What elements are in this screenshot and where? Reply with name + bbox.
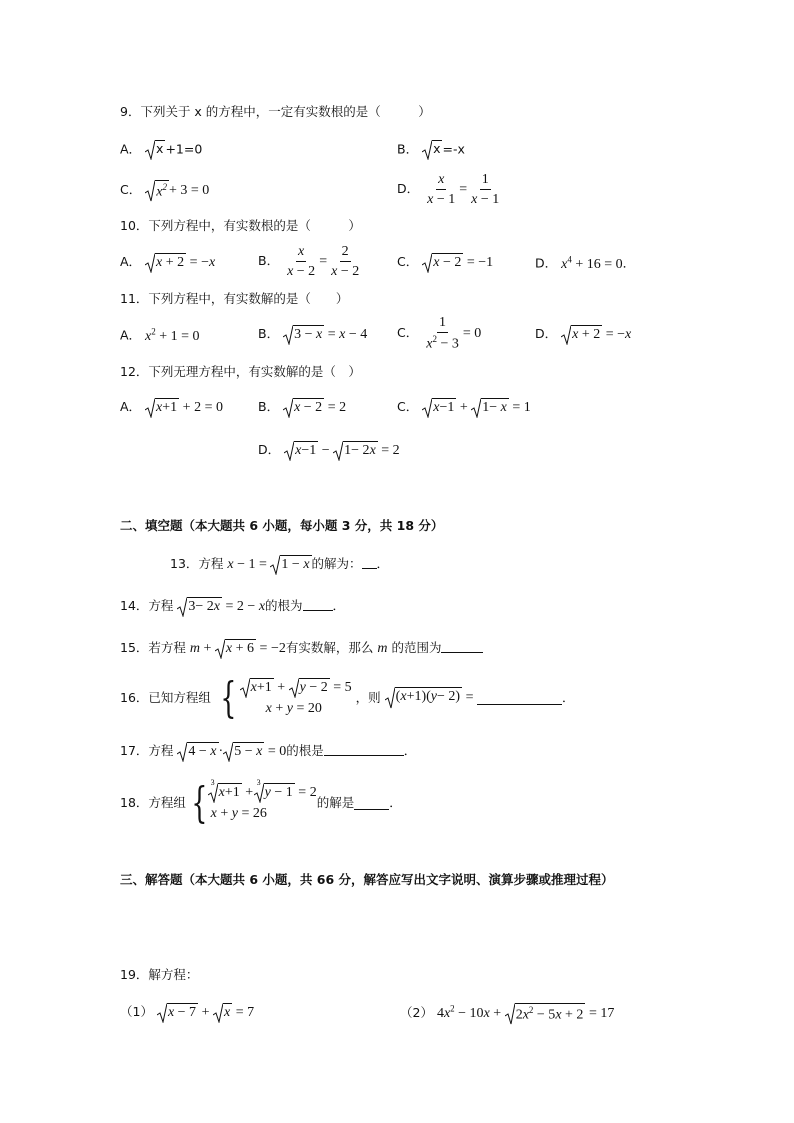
option-label: A．	[120, 254, 142, 270]
q10-stem: 10．下列方程中，有实数根的是（ ）	[120, 218, 361, 233]
q9-c-tail: + 3 = 0	[168, 183, 210, 199]
q11-stem: 11．下列方程中，有实数解的是（ ）	[120, 291, 349, 306]
q9-option-b	[397, 140, 465, 160]
q19-stem: 19．解方程：	[120, 967, 199, 982]
option-label: D．	[397, 181, 420, 197]
q9-stem: 9．下列关于 x 的方程中，一定有实数根的是（ ）	[120, 104, 431, 119]
q12-stem: 12．下列无理方程中，有实数解的是（ ）	[120, 364, 361, 379]
option-label: B．	[258, 326, 280, 342]
option-label: B．	[397, 141, 419, 157]
option-label: A．	[120, 327, 142, 343]
answer-blank	[441, 640, 483, 653]
q9-option-a	[120, 140, 202, 160]
answer-blank	[354, 797, 389, 810]
option-label: C．	[397, 254, 419, 270]
q18: 18．方程组 { 3 x+1 + 3 y − 1 = 2 x + y = 26 的解是 ．	[120, 777, 402, 827]
q12-option-d: D． x−1 − 1− 2x = 2	[258, 441, 400, 461]
option-label: A．	[120, 399, 142, 415]
radical: x	[145, 140, 165, 160]
answer-blank	[362, 556, 377, 569]
option-label: B．	[258, 253, 280, 269]
q12-option-b: B． x − 2 = 2	[258, 398, 346, 418]
option-label: D．	[535, 326, 558, 342]
section3-title: 三、解答题（本大题共 6 小题，共 66 分，解答应写出文字说明、演算步骤或推理过程）	[120, 872, 614, 887]
radical: $x^2$	[145, 180, 169, 202]
q12-option-a: A． x+1 + 2 = 0	[120, 398, 223, 418]
q10-option-d: D． $x^4 + 16 = 0$．	[535, 254, 636, 272]
option-label: C．	[120, 182, 142, 198]
q15: 15．若方程 m + x + 6 = −2有实数解，那么 m 的范围为	[120, 639, 483, 659]
q14: 14．方程 3− 2x = 2 − x的根为 ．	[120, 597, 345, 617]
option-label: D．	[258, 442, 281, 458]
option-label: D．	[535, 255, 558, 271]
q13: 13．方程 x − 1 = 1 − x 的解为： ．	[170, 555, 389, 575]
option-label: B．	[258, 399, 280, 415]
q10-option-b: B． $\frac{x}{x - 2}$ = $\frac{2}{x - 2}$	[258, 244, 360, 280]
q17: 17．方程 4 − x · 5 − x = 0的根是 ．	[120, 742, 416, 762]
q12-option-c: C． x−1 + 1− x = 1	[397, 398, 531, 418]
q19-part1: （1） x − 7 + x = 7	[120, 1003, 254, 1023]
q11-option-d: D． x + 2 = −x	[535, 325, 631, 345]
q11-option-c: C． $\frac{1}{x^2 - 3}$ = 0	[397, 315, 482, 353]
q16: 16．已知方程组 { x+1 + y − 2 = 5 x + y = 20 ，则 (x+1)(y− 2) = ．	[120, 673, 575, 722]
q19-part2: （2） $4x^2 - 10x$ + $2x^2 - 5x + 2$ = 17	[400, 1003, 614, 1025]
q9-option-d: D． $\frac{x}{x - 1}$ = $\frac{1}{x - 1}$	[397, 172, 500, 208]
answer-blank	[477, 692, 562, 705]
q11-option-b: B． 3 − x = x − 4	[258, 325, 367, 345]
section2-title: 二、填空题（本大题共 6 小题，每小题 3 分，共 18 分）	[120, 518, 444, 533]
option-label: C．	[397, 324, 419, 340]
q9-a-tail: +1=0	[165, 141, 203, 157]
answer-blank	[303, 598, 333, 611]
q9-option-c	[120, 180, 209, 202]
q11-option-a: A． $x^2 + 1 = 0$	[120, 326, 200, 344]
q10-option-a: A． x + 2 = −x	[120, 253, 215, 273]
q10-option-c: C． x − 2 = −1	[397, 253, 493, 273]
option-label: A．	[120, 141, 142, 157]
answer-blank	[324, 743, 404, 756]
option-label: C．	[397, 399, 419, 415]
radical: x	[422, 140, 442, 160]
q9-b-tail: =-x	[442, 141, 465, 157]
